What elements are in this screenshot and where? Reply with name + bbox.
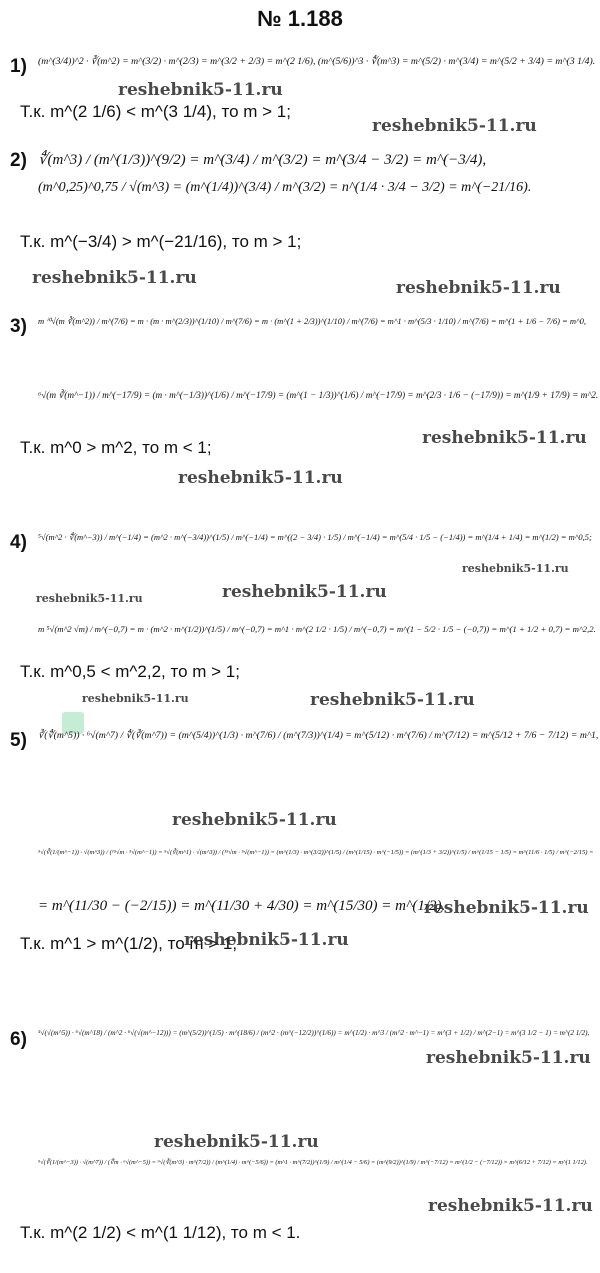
equation-line: (m^0,25)^0,75 / √(m^3) = (m^(1/4))^(3/4) / m^(3/2) = n^(1/4 · 3/4 − 3/2) = m^(−21/16). [38, 180, 532, 195]
solution-part-6 [10, 985, 590, 1265]
equation-line: ⁵√(m^2 · ∜(m^−3)) / m^(−1/4) = (m^2 · m^(−3/4))^(1/5) / m^(−1/4) = m^((2 − 3/4) · 1/5) / m^(−1/4) = m^(5/4 · 1/5 − (−1/4)) = m^(1/4 + 1/4) = m^(1/2) = m^0,5; [38, 532, 592, 542]
equation-line: = m^(11/30 − (−2/15)) = m^(11/30 + 4/30) = m^(15/30) = m^(1/2). [38, 898, 446, 914]
equation-line: ∛(∜(m^5)) · ⁶√(m^7) / ∜(∛(m^7)) = (m^(5/4))^(1/3) · m^(7/6) / (m^(7/3))^(1/4) = m^(5/12) · m^(7/6) / m^(7/12) = m^(5/12 + 7/6 − 7/12) = m^1, [38, 730, 599, 741]
equation-line: ⁶√(m ∛(m^−1)) / m^(−17/9) = (m · m^(−1/3))^(1/6) / m^(−17/9) = (m^(1 − 1/3))^(1/6) / m^(−17/9) = m^(2/3 · 1/6 − (−17/9)) = m^(1/9 + 17/9) = m^2. [38, 391, 599, 401]
part-number: 6) [10, 1029, 27, 1050]
part-number: 4) [10, 532, 27, 553]
watermark: reshebnik5-11.ru [82, 692, 189, 705]
solution-part-3 [10, 282, 599, 482]
watermark: reshebnik5-11.ru [462, 562, 569, 575]
equation-line: ⁹√(∛(1/(m^−3)) · √(m^7)) / (∜m · ⁶√(m^−5)) = ⁹√(∛(m^3) · m^(7/2)) / (m^(1/4) · m^(−5/6)) = (m^1 · m^(7/2))^(1/9) / m^(1/4 − 5/6) = (m^(9/2))^(1/9) / m^(−7/12) = m^(1/2 − (−7/12)) = m^(6/12 + 7/12) = m^(1 1/12). [38, 1159, 588, 1166]
conclusion-line: Т.к. m^(2 1/6) < m^(3 1/4), то m > 1; [20, 102, 291, 121]
watermark: reshebnik5-11.ru [396, 278, 561, 298]
watermark: reshebnik5-11.ru [428, 1196, 593, 1216]
solution-part-1 [10, 38, 596, 128]
part-number: 3) [10, 316, 27, 337]
watermark: reshebnik5-11.ru [118, 80, 283, 100]
solution-part-2 [10, 132, 590, 262]
watermark: reshebnik5-11.ru [184, 930, 349, 950]
watermark: reshebnik5-11.ru [422, 428, 587, 448]
watermark: reshebnik5-11.ru [426, 1048, 591, 1068]
watermark: reshebnik5-11.ru [372, 116, 537, 136]
watermark: reshebnik5-11.ru [178, 468, 343, 488]
equation-line: ⁵√(∛(1/(m^−1)) · √(m^3)) / (¹⁵√m · ⁵√(m^−1)) = ⁵√(∛(m^1) · √(m^3)) / (¹⁵√m · ⁵√(m^−1)) = (m^(1/3) · m^(3/2))^(1/5) / (m^(1/15) · m^(−1/5)) = (m^(1/3 + 3/2))^(1/5) / m^(1/15 − 1/5) = m^(11/6 · 1/5) / m^(−2/15) = [38, 849, 594, 856]
watermark: reshebnik5-11.ru [172, 810, 337, 830]
conclusion-line: Т.к. m^0,5 < m^2,2, то m > 1; [20, 662, 240, 681]
conclusion-line: Т.к. m^1 > m^(1/2), то m > 1; [20, 934, 238, 953]
watermark: reshebnik5-11.ru [36, 592, 143, 605]
part-number: 5) [10, 730, 27, 751]
equation-line: ∜(m^3) / (m^(1/3))^(9/2) = m^(3/4) / m^(3/2) = m^(3/4 − 3/2) = m^(−3/4), [38, 152, 487, 168]
equation-line: ⁵√(√(m^5)) · ⁶√(m^18) / (m^2 · ⁶√(√(m^−12))) = (m^(5/2))^(1/5) · m^(18/6) / (m^2 · (m^(−12/2))^(1/6)) = m^(1/2) · m^3 / (m^2 · m^−1) = m^(3 + 1/2) / m^(2−1) = m^(3 1/2 − 1) = m^(2 1/2), [38, 1029, 590, 1037]
part-number: 1) [10, 56, 27, 77]
watermark: reshebnik5-11.ru [222, 582, 387, 602]
watermark: reshebnik5-11.ru [154, 1132, 319, 1152]
equation-line: (m^(3/4))^2 · ∛(m^2) = m^(3/2) · m^(2/3) = m^(3/2 + 2/3) = m^(2 1/6), (m^(5/6))^3 · ∜(m^3) = m^(5/2) · m^(3/4) = m^(5/2 + 3/4) = m^(3 1/4). [38, 56, 596, 67]
watermark: reshebnik5-11.ru [424, 898, 589, 918]
watermark: reshebnik5-11.ru [310, 690, 475, 710]
part-number: 2) [10, 150, 27, 171]
equation-line: m ⁵√(m^2 √m) / m^(−0,7) = m · (m^2 · m^(1/2))^(1/5) / m^(−0,7) = m^1 · m^(2 1/2 · 1/5) / m^(−0,7) = m^(1 − 5/2 · 1/5 − (−0,7)) = m^(1 + 1/2 + 0,7) = m^2,2. [38, 624, 596, 634]
watermark: reshebnik5-11.ru [32, 268, 197, 288]
conclusion-line: Т.к. m^(−3/4) > m^(−21/16), то m > 1; [20, 232, 302, 251]
page-title: № 1.188 [257, 6, 343, 31]
equation-line: m ⁱ⁰√(m ∛(m^2)) / m^(7/6) = m · (m · m^(2/3))^(1/10) / m^(7/6) = m · (m^(1 + 2/3))^(1/10) / m^(7/6) = m^1 · m^(5/3 · 1/10) / m^(7/6) = m^(1 + 1/6 − 7/6) = m^0, [38, 316, 587, 326]
conclusion-line: Т.к. m^(2 1/2) < m^(1 1/12), то m < 1. [20, 1223, 301, 1242]
conclusion-line: Т.к. m^0 > m^2, то m < 1; [20, 438, 212, 457]
